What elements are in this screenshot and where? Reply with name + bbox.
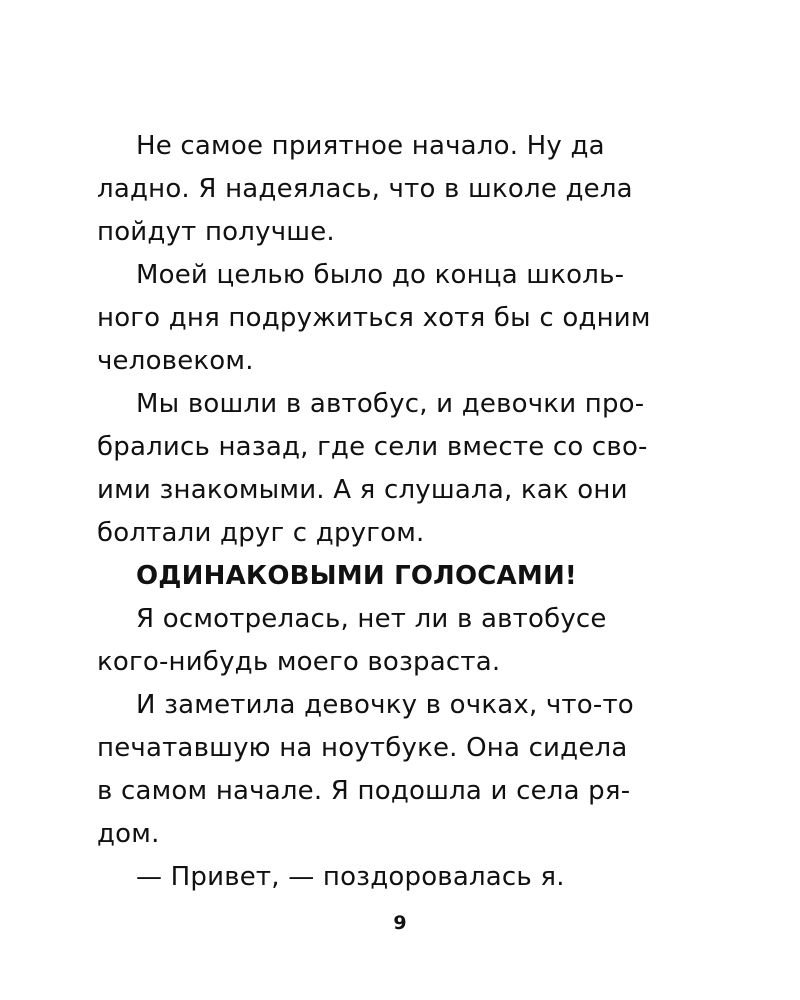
text-line: ного дня подружиться хотя бы с одним (97, 303, 651, 333)
text-line: Моей целью было до конца школь- (136, 260, 625, 290)
text-line: дом. (97, 819, 160, 849)
text-line: ладно. Я надеялась, что в школе дела (97, 174, 633, 204)
dialogue-line: — Привет, — поздоровалась я. (136, 862, 565, 892)
text-line: печатавшую на ноутбуке. Она сидела (97, 733, 628, 763)
text-line: Мы вошли в автобус, и девочки про- (136, 389, 645, 419)
text-line: болтали друг с другом. (97, 518, 425, 548)
text-line: брались назад, где сели вместе со сво- (97, 432, 648, 462)
emphasis-line: ОДИНАКОВЫМИ ГОЛОСАМИ! (136, 561, 577, 591)
text-line: Не самое приятное начало. Ну да (136, 131, 605, 161)
text-line: Я осмотрелась, нет ли в автобусе (136, 604, 607, 634)
page-number: 9 (393, 912, 407, 934)
text-line: человеком. (97, 346, 254, 376)
text-line: И заметила девочку в очках, что-то (136, 690, 634, 720)
text-line: кого-нибудь моего возраста. (97, 647, 501, 677)
text-line: в самом начале. Я подошла и села ря- (97, 776, 631, 806)
text-line: пойдут получше. (97, 217, 335, 247)
text-line: ими знакомыми. А я слушала, как они (97, 475, 628, 505)
